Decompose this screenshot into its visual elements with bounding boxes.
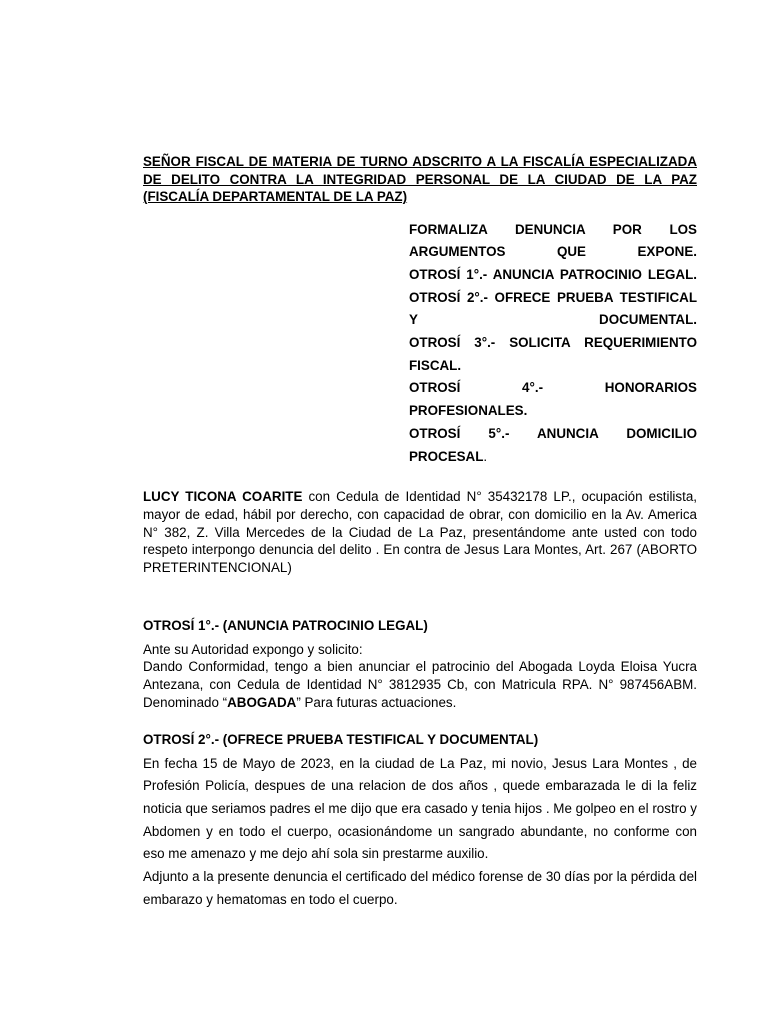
otrosi2-title: OTROSÍ 2°.- (OFRECE PRUEBA TESTIFICAL Y DOCUMENTAL) [143,731,539,747]
document-heading: SEÑOR FISCAL DE MATERIA DE TURNO ADSCRITO A LA FISCALÍA ESPECIALIZADA DE DELITO CONTRA LA INTEGRIDAD PERSONAL DE LA CIUDAD DE LA PAZ (FISCALÍA DEPARTAMENTAL DE LA PAZ) [143,154,697,204]
otrosi1-text-after: ” Para futuras actuaciones. [296,694,457,710]
sumilla-item-text: OTROSÍ 5°.- ANUNCIA DOMICILIO PROCESAL [409,425,697,464]
sumilla-item: FORMALIZA DENUNCIA POR LOS ARGUMENTOS QUE EXPONE. [409,221,697,260]
sumilla-item: OTROSÍ 3°.- SOLICITA REQUERIMIENTO FISCAL. [409,335,697,373]
otrosi2-paragraph2: Adjunto a la presente denuncia el certificado del médico forense de 30 días por la pérdida del embarazo y hematomas en todo el cuerpo. [143,869,697,907]
otrosi1-bold: ABOGADA [227,694,297,710]
complainant-name: LUCY TICONA COARITE [143,489,303,505]
otrosi2-paragraph1: En fecha 15 de Mayo de 2023, en la ciudad de La Paz, mi novio, Jesus Lara Montes , de Profesión Policía, despues de una relacion de dos años , quede embarazada le di la feliz noticia que seriamos padres el me dijo que era casado y tenia hijos . Me golpeo en el rostro y Abdomen y en todo el cuerpo, ocasionándome un sangrado abundante, no conforme con eso me amenazo y me dejo ahí sola sin prestarme auxilio. [143,755,697,862]
otrosi1-paragraph [143,658,697,711]
otrosi1-title: OTROSÍ 1°.- (ANUNCIA PATROCINIO LEGAL) [143,617,428,633]
sumilla-item: OTROSÍ 1°.- ANUNCIA PATROCINIO LEGAL. [409,266,697,282]
otrosi1-text-before: Dando Conformidad, tengo a bien anunciar el patrocinio del Abogada Loyda Eloisa Yucra Antezana, con Cedula de Identidad N° 3812935 Cb, con Matricula RPA. N° 987456ABM. Denominado “ [143,659,697,710]
sumilla-item: OTROSÍ 4°.- HONORARIOS PROFESIONALES. [409,380,697,419]
intro-paragraph [143,488,697,577]
intro-text: con Cedula de Identidad N° 35432178 LP., ocupación estilista, mayor de edad, hábil por derecho, con capacidad de obrar, con domicilio en la Av. America N° 382, Z. Villa Mercedes de la Ciudad de La Paz, presentándome ante usted con todo respeto interpongo denuncia del delito . En contra de Jesus Lara Montes, Art. 267 (ABORTO PRETERINTENCIONAL) [143,489,697,576]
sumilla-item-last [409,423,697,468]
sumilla-block [409,219,697,469]
sumilla-item: OTROSÍ 2°.- OFRECE PRUEBA TESTIFICAL Y DOCUMENTAL. [409,289,697,328]
otrosi1-line1: Ante su Autoridad expongo y solicito: [143,641,363,657]
sumilla-end-dot: . [483,448,488,464]
document-page [143,153,697,911]
